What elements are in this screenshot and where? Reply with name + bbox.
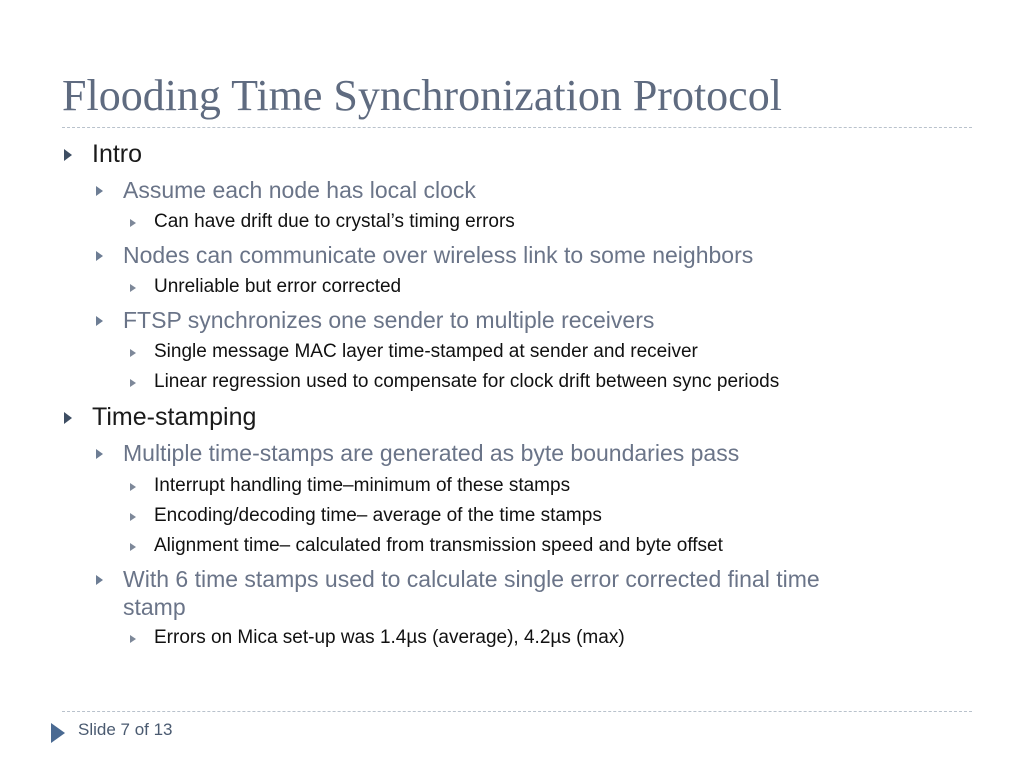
bullet-arrow-icon — [130, 513, 136, 521]
bullet-arrow-icon — [130, 543, 136, 551]
bullet-text: FTSP synchronizes one sender to multiple receivers — [123, 307, 655, 333]
bullet-arrow-icon — [96, 186, 103, 196]
bullet-text: Assume each node has local clock — [123, 177, 476, 203]
slide-title: Flooding Time Synchronization Protocol — [62, 71, 782, 120]
bullet-text: Encoding/decoding time– average of the time stamps — [154, 505, 602, 526]
bullet-text: Nodes can communicate over wireless link to some neighbors — [123, 242, 754, 268]
bullet-arrow-icon — [96, 251, 103, 261]
bullet-text: Single message MAC layer time-stamped at sender and receiver — [154, 341, 698, 362]
bullet-text: Intro — [92, 140, 143, 168]
play-triangle-icon — [51, 723, 65, 743]
bullet-arrow-icon — [96, 449, 103, 459]
bullet-arrow-icon — [130, 219, 136, 227]
bullet-arrow-icon — [130, 483, 136, 491]
bullet-arrow-icon — [96, 316, 103, 326]
bullet-text: Alignment time– calculated from transmission speed and byte offset — [154, 535, 723, 556]
bullet-text: With 6 time stamps used to calculate single error corrected final time — [123, 566, 820, 592]
bullet-arrow-icon — [96, 575, 103, 585]
footer-divider — [62, 711, 972, 712]
bullet-arrow-icon — [64, 149, 72, 161]
bullet-arrow-icon — [130, 284, 136, 292]
bullet-arrow-icon — [130, 379, 136, 387]
slide-number: Slide 7 of 13 — [78, 720, 173, 739]
bullet-text: Interrupt handling time–minimum of these stamps — [154, 475, 571, 496]
bullet-text: Errors on Mica set-up was 1.4µs (average), 4.2µs (max) — [154, 627, 625, 648]
bullet-arrow-icon — [64, 412, 72, 424]
bullet-text: Linear regression used to compensate for clock drift between sync periods — [154, 371, 780, 392]
bullet-text: Can have drift due to crystal’s timing errors — [154, 211, 515, 232]
bullet-arrow-icon — [130, 635, 136, 643]
bullet-arrow-icon — [130, 349, 136, 357]
bullet-text: stamp — [123, 594, 186, 620]
bullet-text: Unreliable but error corrected — [154, 276, 402, 297]
bullet-text: Multiple time-stamps are generated as byte boundaries pass — [123, 440, 740, 466]
bullet-text: Time-stamping — [92, 403, 257, 431]
